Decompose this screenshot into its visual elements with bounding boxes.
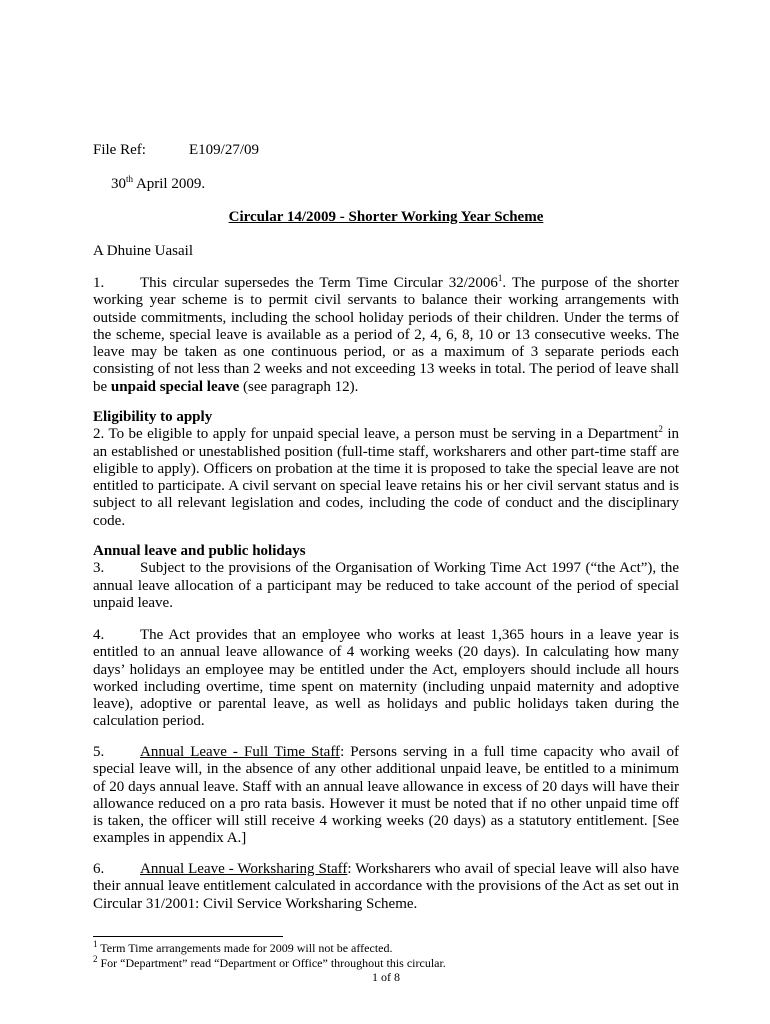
bold-text: unpaid special leave — [110, 378, 240, 395]
footnote-number: 2 — [93, 954, 98, 964]
paragraph-5 — [93, 744, 679, 848]
underlined-subheading: Annual Leave - Worksharing Staff — [140, 861, 348, 877]
paragraph-text: in an established or unestablished position (full-time staff, worksharers and other part-time staff are eligible to apply). Officers on probation at the time it is proposed to take the special leave are not entitled to participate. A civil servant on special leave retains his or her civil servant status and is subject to all relevant legislation and codes, including the code of conduct and the disciplinary code. — [93, 426, 679, 529]
paragraph-text: Subject to the provisions of the Organisation of Working Time Act 1997 (“the Act”), the annual leave allocation of a participant may be reduced to take account of the period of special unpaid leave. — [93, 560, 679, 611]
paragraph-6 — [93, 861, 679, 913]
eligibility-section — [93, 409, 679, 530]
file-ref-value: E109/27/09 — [189, 142, 259, 158]
paragraph-3 — [93, 560, 679, 612]
circular-title: Circular 14/2009 - Shorter Working Year Scheme — [228, 209, 544, 225]
date-rest: April 2009. — [133, 176, 206, 192]
underlined-subheading: Annual Leave - Full Time Staff — [140, 744, 341, 760]
section-heading: Annual leave and public holidays — [93, 543, 306, 559]
paragraph-number: 3. — [93, 560, 105, 577]
annual-leave-section — [93, 543, 679, 612]
paragraph-2 — [93, 426, 679, 530]
footnote-number: 1 — [93, 939, 98, 949]
paragraph-number: 6. — [93, 861, 105, 877]
file-ref — [93, 142, 679, 159]
date-suffix: th — [126, 174, 134, 184]
paragraph-text: (see paragraph 12). — [239, 378, 359, 395]
circular-date — [111, 176, 697, 193]
footnote-ref: 2 — [658, 424, 663, 435]
date-day: 30 — [111, 176, 126, 192]
paragraph-text: : Persons serving in a full time capacity who avail of special leave will, in the absence of any other additional unpaid leave, be entitled to a minimum of 20 days annual leave. Staff with an annual leave allowance in excess of 20 days will have their allowance reduced on a pro rata basis. However it must be noted that if no other unpaid time off is taken, the officer will still receive 4 working weeks (20 days) as a statutory entitlement. [See examples in appendix A.] — [93, 744, 679, 847]
paragraph-text: : Worksharers who avail of special leave will also have their annual leave entitlement calculated in accordance with the provisions of the Act as set out in Circular 31/2001: Civil Service Worksharing Scheme. — [93, 861, 680, 912]
salutation: A Dhuine Uasail — [93, 243, 193, 259]
footnote-1 — [93, 941, 392, 956]
footnote-text: For “Department” read “Department or Office” throughout this circular. — [97, 956, 446, 970]
paragraph-number: 1. — [93, 275, 105, 291]
page-number: 1 of 8 — [372, 970, 400, 984]
footnote-text: Term Time arrangements made for 2009 will not be affected. — [97, 941, 393, 955]
paragraph-text: The Act provides that an employee who works at least 1,365 hours in a leave year is entitled to an annual leave allowance of 4 working weeks (20 days). In calculating how many days’ holidays an employee may be entitled under the Act, employers should include all hours worked including overtime, time spent on maternity (including unpaid maternity and adoptive leave), adoptive or parental leave, as well as holidays and public holidays taken during the calculation period. — [93, 627, 679, 730]
paragraph-1 — [93, 275, 679, 396]
paragraph-text: 2. To be eligible to apply for unpaid special leave, a person must be serving in a Department — [93, 426, 659, 443]
file-ref-label: File Ref: — [93, 142, 146, 158]
paragraph-text: . The purpose of the shorter working year scheme is to permit civil servants to balance their working arrangements with outside commitments, including the school holiday periods of their children. Under the terms of the scheme, special leave is available as a period of 2, 4, 6, 8, 10 or 13 consecutive weeks. The leave may be taken as one continuous period, or as a maximum of 3 separate periods each consisting of not less than 2 weeks and not exceeding 13 weeks in total. The period of leave shall be — [93, 275, 679, 395]
footnote-ref: 1 — [497, 273, 503, 283]
paragraph-number: 5. — [93, 744, 105, 760]
paragraph-text: This circular supersedes the Term Time Circular 32/2006 — [140, 275, 498, 291]
paragraph-number: 4. — [93, 627, 105, 643]
paragraph-4 — [93, 627, 679, 731]
footnote-2 — [93, 956, 446, 971]
section-heading: Eligibility to apply — [93, 409, 213, 425]
footnote-divider — [93, 936, 283, 937]
